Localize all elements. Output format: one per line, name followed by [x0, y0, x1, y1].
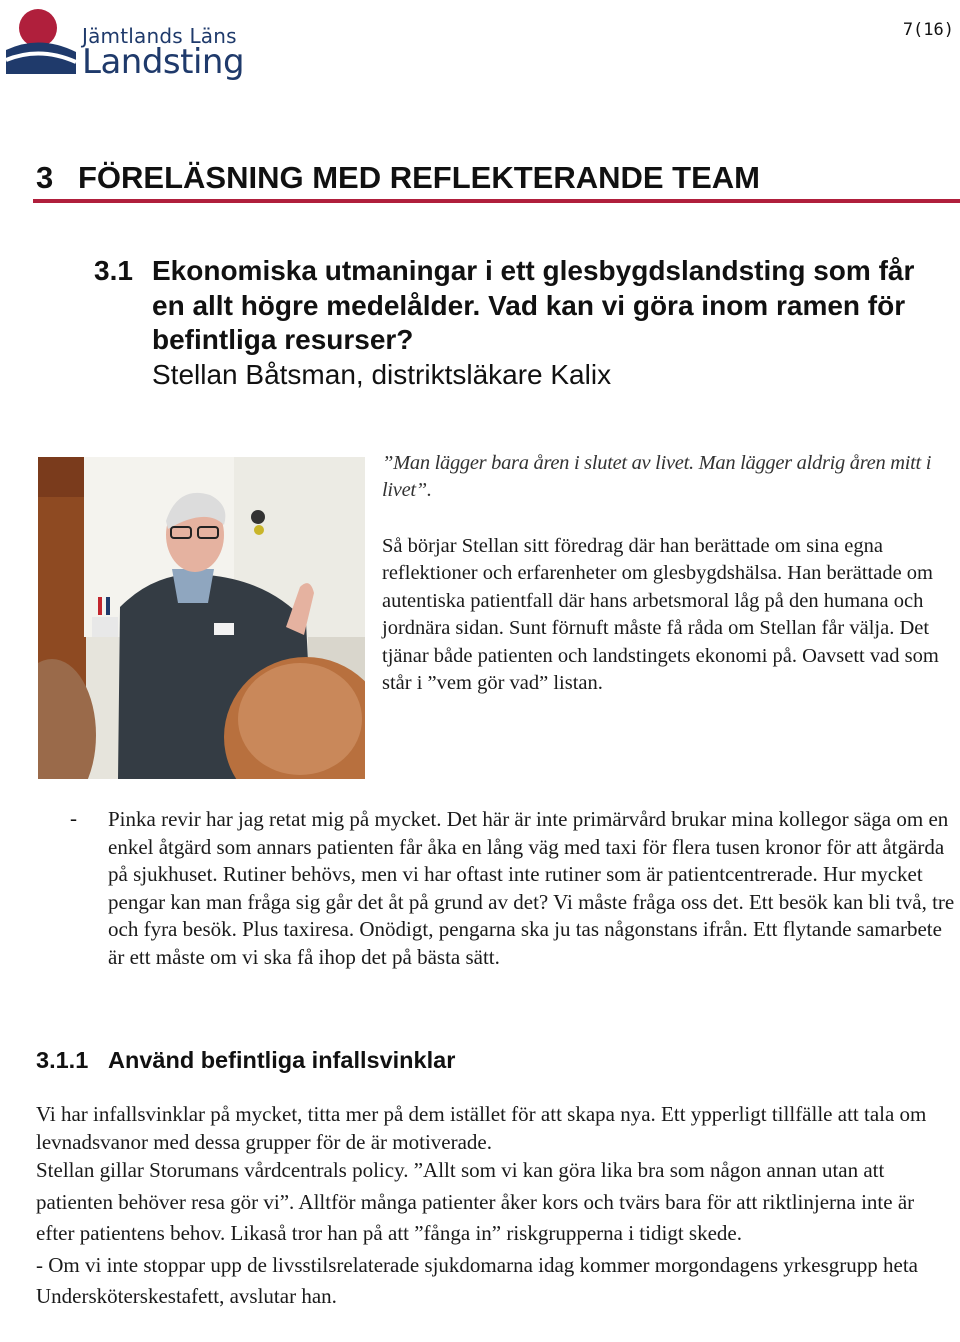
speaker-name: Stellan Båtsman, distriktsläkare Kalix [152, 358, 612, 390]
intro-paragraph: Så börjar Stellan sitt föredrag där han berättade om sina egna reflektioner och erfarenheter om glesbygdshälsa. Han berättade om autentiska patientfall där hans arbetsmoral låg på den humana och jordnära sidan. Sunt förnuft måste få råda om Stellan får välja. Det tjänar både patienten och landstingets ekonomi på. Oavsett vad som står i ”vem gör vad” listan. [382, 535, 939, 695]
speaker-photo [38, 457, 365, 779]
closing-quote-paragraph: - Om vi inte stoppar upp de livsstilsrelaterade sjukdomarna idag kommer morgondagens yrkesgrupp heta Undersköterskestafett, avslutar han. [36, 1252, 918, 1308]
subsection-number: 3.1 [94, 255, 133, 286]
body-paragraph-2-text: Stellan gillar Storumans vårdcentrals policy. ”Allt som vi kan göra lika bra som någon annan utan att patienten behöver resa gör vi”. Alltför många patienter åker kors och tvärs bara för att riktlinjerna inte är efter patientens behov. Likaså tror han på att ”fånga in” riskgrupperna i tidigt skede. [36, 1158, 915, 1245]
body-paragraph-2 [36, 1155, 956, 1313]
section-number: 3 [36, 160, 54, 195]
logo-text-line2: Landsting [82, 42, 245, 82]
section-divider [33, 199, 960, 203]
subsection-title: Ekonomiska utmaningar i ett glesbygdslandsting som får en allt högre medelålder. Vad kan vi göra inom ramen för befintliga resurser? [152, 255, 915, 355]
list-marker: - [70, 806, 77, 830]
subsubsection-title: Använd befintliga infallsvinklar [108, 1047, 456, 1073]
page-number: 7(16) [902, 20, 954, 40]
organization-logo [4, 6, 244, 82]
section-title: FÖRELÄSNING MED REFLEKTERANDE TEAM [78, 160, 760, 195]
logo-emblem-icon [4, 8, 80, 80]
subsubsection-number: 3.1.1 [36, 1047, 89, 1073]
subsubsection-heading [36, 1047, 936, 1074]
list-item: Pinka revir har jag retat mig på mycket. Det här är inte primärvård brukar mina kollegor säga om en enkel åtgärd som annars patienten får åka en lång väg med taxi för flera tusen kronor för att åtgärda på sjukhuset. Rutiner behövs, men vi har oftast inte rutiner som är patientcentrerade. Hur mycket pengar kan man fråga sig går det åt på grund av det? Vi måste fråga oss det. Ett besök kan bli två, tre och fyra besök. Plus taxiresa. Onödigt, pengarna ska ju tas någonstans ifrån. Ett flytande samarbete är ett måste om vi ska få ihop det på bästa sätt. [108, 807, 955, 969]
logo-text-line1: Jämtlands Läns [82, 24, 237, 48]
subsection-heading [94, 254, 954, 392]
section-heading [36, 160, 936, 196]
body-paragraph-1: Vi har infallsvinklar på mycket, titta mer på dem istället för att skapa nya. Ett ypperligt tillfälle att tala om levnadsvanor med dessa grupper för de är motiverade. [36, 1102, 927, 1154]
opening-quote: ”Man lägger bara åren i slutet av livet. Man lägger aldrig åren mitt i livet”. [382, 452, 932, 501]
